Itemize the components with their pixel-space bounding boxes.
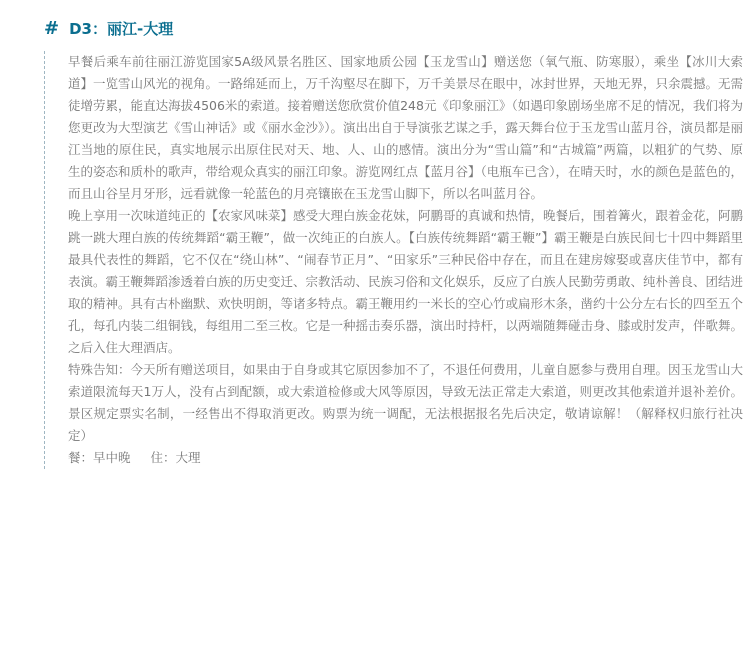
day-header xyxy=(44,16,173,42)
paragraph-evening-dance: 晚上享用一次味道纯正的【农家风味菜】感受大理白族金花妹，阿鹏哥的真诚和热情，晚餐后，围着篝火，跟着金花，阿鹏跳一跳大理白族的传统舞蹈“霸王鞭”，做一次纯正的白族人。【白族传统舞蹈“霸王鞭”】霸王鞭是白族民间七十四中舞蹈里最具代表性的舞蹈，它不仅在“绕山林”、“闹春节正月”、“田家乐”三种民俗中存在，而且在建房嫁娶或喜庆佳节中，都有表演。霸王鞭舞蹈渗透着白族的历史变迁、宗教活动、民族习俗和文化娱乐，反应了白族人民勤劳勇敢、纯朴善良、团结进取的精神。具有古朴幽默、欢快明朗，等诸多特点。霸王鞭用约一米长的空心竹或扁形木条，凿约十公分左右长的四至五个孔，每孔内装二组铜钱，每组用二至三枚。它是一种摇击奏乐器，演出时持杆，以两端随舞碰击身、膝或肘发声，伴歌舞。 xyxy=(68,208,744,333)
lodging-text: 住：大理 xyxy=(150,450,201,465)
hash-icon: # xyxy=(44,18,60,39)
paragraph-sightseeing: 早餐后乘车前往丽江游览国家5A级风景名胜区、国家地质公园【玉龙雪山】赠送您（氧气瓶、防寒服），乘坐【冰川大索道】一览雪山风光的视角。一路绵延而上，万千沟壑尽在脚下，万千美景尽在眼中，冰封世界，天地无界，只余震撼。无需徒增劳累，能直达海拔4506米的索道。接着赠送您欣赏价值248元《印象丽江》（如遇印象剧场坐席不足的情况，我们将为您更改为大型演艺《雪山神话》或《丽水金沙》）。演出出自于导演张艺谋之手，露天舞台位于玉龙雪山蓝月谷，演员都是丽江当地的原住民，真实地展示出原住民对天、地、人、山的感情。演出分为“雪山篇”和“古城篇”两篇，以粗犷的气势、原生的姿态和质朴的歌声，带给观众真实的丽江印象。游览网红点【蓝月谷】（电瓶车已含），在晴天时，水的颜色是蓝色的，而且山谷呈月牙形，远看就像一轮蓝色的月亮镶嵌在玉龙雪山脚下，所以名叫蓝月谷。 xyxy=(68,54,744,201)
day-description xyxy=(44,51,743,469)
meals-text: 餐：早中晚 xyxy=(68,450,131,465)
paragraph-hotel: 之后入住大理酒店。 xyxy=(68,340,181,355)
day-title: D3：丽江-大理 xyxy=(69,20,174,38)
meals-lodging-line xyxy=(68,447,743,469)
paragraph-special-notice: 特殊告知：今天所有赠送项目，如果由于自身或其它原因参加不了，不退任何费用，儿童自愿参与费用自理。因玉龙雪山大索道限流每天1万人，没有占到配额，或大索道检修或大风等原因，导致无法正常走大索道，则更改其他索道并退补差价。景区规定票实名制，一经售出不得取消更改。购票为统一调配，无法根据报名先后决定，敬请谅解！（解释权归旅行社决定） xyxy=(68,362,744,443)
